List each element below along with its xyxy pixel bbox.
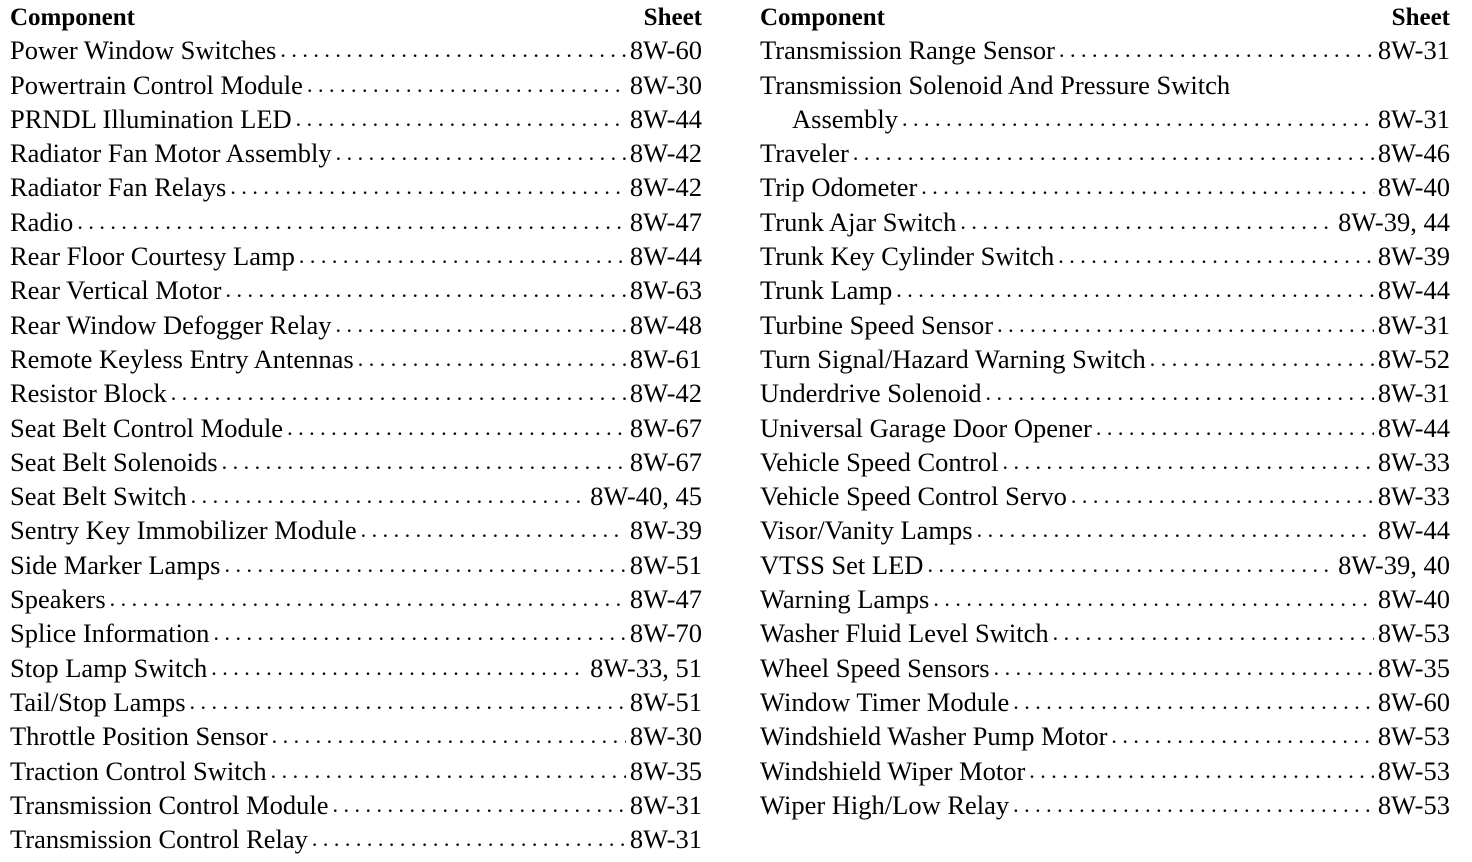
dot-leader	[272, 719, 626, 753]
sheet-reference: 8W-48	[629, 309, 702, 340]
index-row	[10, 479, 702, 513]
sheet-reference: 8W-44	[1377, 515, 1450, 546]
component-name: Traction Control Switch	[10, 755, 267, 786]
dot-leader	[230, 170, 626, 204]
index-row	[10, 513, 702, 547]
sheet-reference: 8W-33	[1377, 446, 1450, 477]
index-row	[10, 307, 702, 341]
index-row	[760, 719, 1450, 753]
dot-leader	[336, 308, 626, 342]
dot-leader	[1150, 342, 1374, 376]
component-name: Rear Window Defogger Relay	[10, 309, 332, 340]
component-name: Window Timer Module	[760, 686, 1010, 717]
dot-leader	[211, 651, 586, 685]
dot-leader	[1096, 411, 1374, 445]
component-name: Throttle Position Sensor	[10, 721, 268, 752]
component-name: Transmission Solenoid And Pressure Switch	[760, 69, 1231, 100]
sheet-reference: 8W-44	[1377, 412, 1450, 443]
sheet-reference: 8W-67	[629, 412, 702, 443]
component-name: Trunk Key Cylinder Switch	[760, 241, 1055, 272]
sheet-reference: 8W-31	[629, 824, 702, 855]
index-row	[10, 753, 702, 787]
sheet-reference: 8W-39	[629, 515, 702, 546]
index-row	[10, 616, 702, 650]
component-name: Side Marker Lamps	[10, 549, 221, 580]
component-name: Sentry Key Immobilizer Module	[10, 515, 357, 546]
component-name: Trunk Ajar Switch	[760, 206, 957, 237]
sheet-reference: 8W-63	[629, 275, 702, 306]
index-row	[760, 170, 1450, 204]
dot-leader	[307, 68, 626, 102]
sheet-reference: 8W-39, 40	[1338, 549, 1450, 580]
component-name: Resistor Block	[10, 378, 167, 409]
component-name: PRNDL Illumination LED	[10, 103, 292, 134]
dot-leader	[224, 548, 625, 582]
component-name: Seat Belt Solenoids	[10, 446, 218, 477]
index-row	[760, 204, 1450, 238]
component-heading: Component	[760, 4, 886, 31]
sheet-reference: 8W-42	[629, 172, 702, 203]
dot-leader	[299, 239, 626, 273]
component-name: Power Window Switches	[10, 35, 277, 66]
dot-leader	[933, 582, 1374, 616]
dot-leader	[853, 136, 1374, 170]
index-row	[10, 204, 702, 238]
right-index-list	[760, 33, 1450, 822]
dot-leader	[296, 102, 626, 136]
sheet-reference: 8W-67	[629, 446, 702, 477]
component-name: Radio	[10, 206, 74, 237]
dot-leader	[225, 273, 625, 307]
sheet-reference: 8W-42	[629, 378, 702, 409]
dot-leader	[927, 548, 1334, 582]
index-row	[760, 445, 1450, 479]
component-name: Seat Belt Control Module	[10, 412, 284, 443]
sheet-reference: 8W-60	[629, 35, 702, 66]
sheet-reference: 8W-53	[1377, 721, 1450, 752]
index-row	[10, 445, 702, 479]
index-row	[10, 376, 702, 410]
sheet-reference: 8W-44	[1377, 275, 1450, 306]
index-row	[760, 547, 1450, 581]
right-header	[760, 2, 1450, 33]
sheet-reference: 8W-31	[1377, 309, 1450, 340]
component-name: Traveler	[760, 138, 849, 169]
dot-leader	[902, 102, 1374, 136]
component-name: Windshield Wiper Motor	[760, 755, 1026, 786]
dot-leader	[336, 136, 626, 170]
component-name: Radiator Fan Motor Assembly	[10, 138, 332, 169]
sheet-reference: 8W-70	[629, 618, 702, 649]
component-name: Rear Floor Courtesy Lamp	[10, 241, 295, 272]
component-name: Assembly	[792, 103, 898, 134]
index-row	[10, 33, 702, 67]
index-row	[760, 136, 1450, 170]
sheet-reference: 8W-35	[629, 755, 702, 786]
sheet-reference: 8W-31	[629, 789, 702, 820]
component-name: Trunk Lamp	[760, 275, 893, 306]
sheet-reference: 8W-44	[629, 241, 702, 272]
index-row	[10, 102, 702, 136]
sheet-reference: 8W-47	[629, 206, 702, 237]
dot-leader	[1029, 754, 1374, 788]
sheet-reference: 8W-31	[1377, 35, 1450, 66]
dot-leader	[1071, 479, 1374, 513]
component-name: Visor/Vanity Lamps	[760, 515, 973, 546]
index-row	[760, 788, 1450, 822]
dot-leader	[921, 170, 1374, 204]
sheet-reference: 8W-61	[629, 343, 702, 374]
dot-leader	[1013, 788, 1374, 822]
sheet-reference: 8W-33, 51	[590, 652, 702, 683]
index-row	[760, 67, 1450, 101]
component-heading: Component	[10, 4, 136, 31]
component-name: Transmission Control Module	[10, 789, 329, 820]
sheet-reference: 8W-53	[1377, 789, 1450, 820]
sheet-reference: 8W-44	[629, 103, 702, 134]
dot-leader	[1002, 445, 1373, 479]
component-name: Universal Garage Door Opener	[760, 412, 1092, 443]
sheet-reference: 8W-40	[1377, 172, 1450, 203]
component-name: Trip Odometer	[760, 172, 918, 203]
sheet-reference: 8W-39	[1377, 241, 1450, 272]
component-name: Washer Fluid Level Switch	[760, 618, 1049, 649]
index-row	[10, 410, 702, 444]
component-name: Vehicle Speed Control	[760, 446, 999, 477]
index-row	[760, 102, 1450, 136]
index-row	[760, 479, 1450, 513]
sheet-reference: 8W-47	[629, 584, 702, 615]
index-row	[10, 342, 702, 376]
component-name: Transmission Range Sensor	[760, 35, 1055, 66]
dot-leader	[960, 205, 1334, 239]
index-row	[10, 582, 702, 616]
sheet-reference: 8W-42	[629, 138, 702, 169]
index-row	[760, 582, 1450, 616]
dot-leader	[171, 376, 626, 410]
sheet-reference: 8W-51	[629, 549, 702, 580]
component-name: Turn Signal/Hazard Warning Switch	[760, 343, 1146, 374]
dot-leader	[1013, 685, 1374, 719]
component-name: Powertrain Control Module	[10, 69, 303, 100]
dot-leader	[110, 582, 626, 616]
component-name: Stop Lamp Switch	[10, 652, 208, 683]
dot-leader	[190, 685, 626, 719]
dot-leader	[358, 342, 626, 376]
dot-leader	[280, 33, 626, 67]
dot-leader	[312, 822, 626, 856]
index-row	[760, 753, 1450, 787]
left-header	[10, 2, 702, 33]
dot-leader	[1059, 33, 1374, 67]
index-row	[10, 170, 702, 204]
component-name: Warning Lamps	[760, 584, 930, 615]
component-name: Splice Information	[10, 618, 210, 649]
index-row	[760, 650, 1450, 684]
index-row	[760, 33, 1450, 67]
index-row	[10, 788, 702, 822]
sheet-reference: 8W-46	[1377, 138, 1450, 169]
index-row	[10, 685, 702, 719]
sheet-reference: 8W-52	[1377, 343, 1450, 374]
component-name: Vehicle Speed Control Servo	[760, 481, 1067, 512]
index-row	[10, 822, 702, 856]
sheet-reference: 8W-51	[629, 686, 702, 717]
dot-leader	[994, 651, 1374, 685]
index-row	[10, 547, 702, 581]
index-row	[760, 410, 1450, 444]
dot-leader	[191, 479, 586, 513]
sheet-reference: 8W-35	[1377, 652, 1450, 683]
index-row	[10, 67, 702, 101]
index-row	[760, 513, 1450, 547]
index-row	[760, 685, 1450, 719]
component-name: Wheel Speed Sensors	[760, 652, 990, 683]
sheet-heading: Sheet	[643, 4, 702, 31]
component-name: Radiator Fan Relays	[10, 172, 227, 203]
component-name: Windshield Washer Pump Motor	[760, 721, 1108, 752]
index-row	[10, 719, 702, 753]
dot-leader	[271, 754, 626, 788]
dot-leader	[77, 205, 626, 239]
sheet-reference: 8W-33	[1377, 481, 1450, 512]
index-row	[10, 650, 702, 684]
index-row	[760, 342, 1450, 376]
sheet-reference: 8W-53	[1377, 755, 1450, 786]
dot-leader	[222, 445, 626, 479]
component-name: Remote Keyless Entry Antennas	[10, 343, 354, 374]
dot-leader	[986, 376, 1374, 410]
component-name: Tail/Stop Lamps	[10, 686, 186, 717]
sheet-reference: 8W-60	[1377, 686, 1450, 717]
left-index-list	[10, 33, 702, 856]
left-column	[10, 2, 702, 856]
sheet-reference: 8W-40, 45	[590, 481, 702, 512]
dot-leader	[997, 308, 1374, 342]
sheet-reference: 8W-39, 44	[1338, 206, 1450, 237]
index-row	[10, 136, 702, 170]
dot-leader	[1053, 616, 1374, 650]
component-name: Underdrive Solenoid	[760, 378, 982, 409]
sheet-reference: 8W-30	[629, 721, 702, 752]
component-name: Seat Belt Switch	[10, 481, 187, 512]
component-name: Wiper High/Low Relay	[760, 789, 1010, 820]
dot-leader	[977, 513, 1374, 547]
index-row	[10, 273, 702, 307]
component-name: Transmission Control Relay	[10, 824, 308, 855]
sheet-reference: 8W-30	[629, 69, 702, 100]
right-column	[760, 2, 1450, 822]
dot-leader	[287, 411, 626, 445]
dot-leader	[361, 513, 626, 547]
sheet-reference: 8W-53	[1377, 618, 1450, 649]
index-row	[10, 239, 702, 273]
sheet-reference: 8W-31	[1377, 378, 1450, 409]
index-row	[760, 376, 1450, 410]
index-row	[760, 273, 1450, 307]
component-name: Rear Vertical Motor	[10, 275, 222, 306]
dot-leader	[213, 616, 625, 650]
component-name: Speakers	[10, 584, 106, 615]
sheet-heading: Sheet	[1391, 4, 1450, 31]
sheet-reference: 8W-40	[1377, 584, 1450, 615]
component-name: VTSS Set LED	[760, 549, 924, 580]
index-row	[760, 616, 1450, 650]
component-name: Turbine Speed Sensor	[760, 309, 994, 340]
dot-leader	[1111, 719, 1373, 753]
index-row	[760, 307, 1450, 341]
sheet-reference: 8W-31	[1377, 103, 1450, 134]
dot-leader	[333, 788, 626, 822]
index-row	[760, 239, 1450, 273]
dot-leader	[1058, 239, 1374, 273]
dot-leader	[896, 273, 1374, 307]
